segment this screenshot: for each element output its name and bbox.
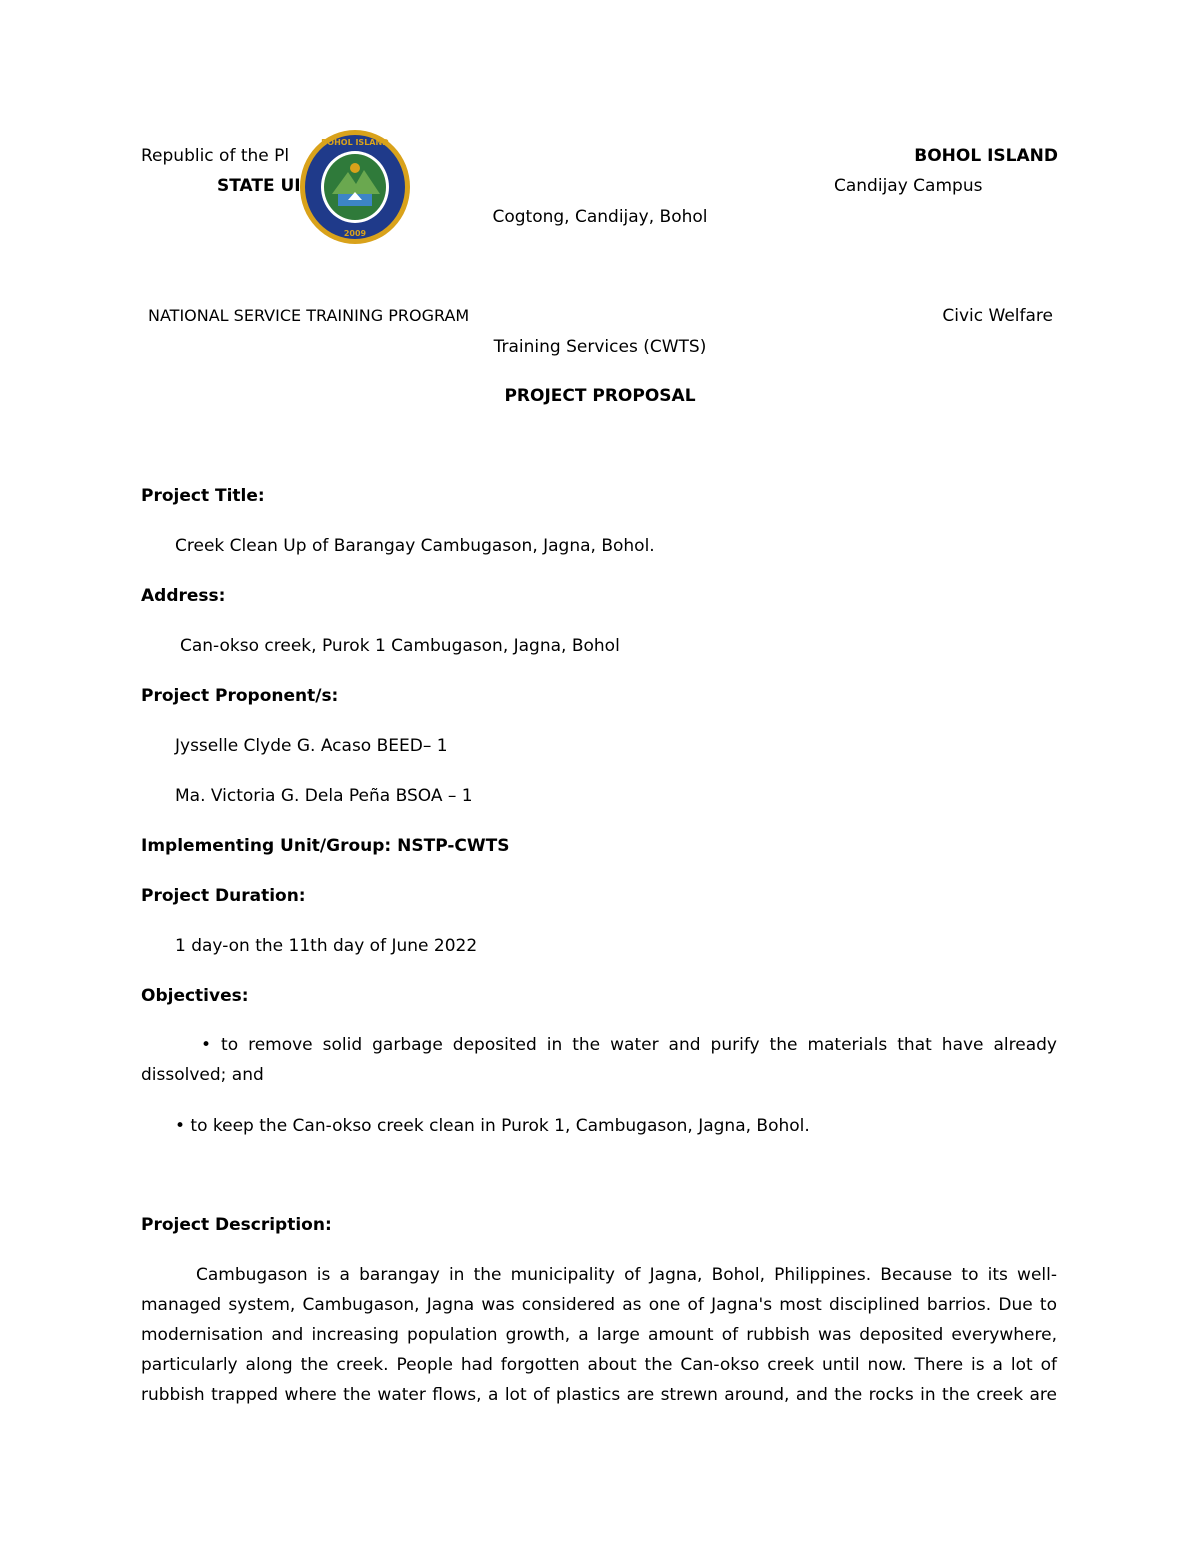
objective-item: • to remove solid garbage deposited in the water and purify the materials that have already dissolved; and (141, 1035, 1057, 1085)
address-label: Address: (141, 586, 226, 606)
program-component: Civic Welfare (942, 306, 1053, 326)
objectives-label: Objectives: (141, 986, 249, 1006)
description-text: Cambugason is a barangay in the municipality of Jagna, Bohol, Philippines. Because to its well-managed system, Cambugason, Jagna was considered as one of Jagna's most disciplined barrios. Due to modernisation and increasing population growth, a large amount of rubbish was deposited everywhere, particularly along the creek. People had forgotten about the Can-okso creek until now. There is a lot of rubbish trapped where the water flows, a lot of plastics are strewn around, and the rocks in the creek are (141, 1265, 1057, 1405)
republic-text: Republic of the Pl (141, 146, 290, 166)
objective-item: • to keep the Can-okso creek clean in Purok 1, Cambugason, Jagna, Bohol. (175, 1116, 810, 1136)
university-seal-icon (298, 128, 412, 246)
implementing-unit: Implementing Unit/Group: NSTP-CWTS (141, 836, 510, 856)
university-name-left: STATE UI (217, 176, 301, 196)
program-component-cont: Training Services (CWTS) (493, 337, 707, 357)
document-title: PROJECT PROPOSAL (504, 386, 696, 406)
duration-label: Project Duration: (141, 886, 306, 906)
proponent-item: Jysselle Clyde G. Acaso BEED– 1 (175, 736, 448, 756)
location-text: Cogtong, Candijay, Bohol (492, 207, 708, 227)
campus-text: Candijay Campus (834, 176, 983, 196)
svg-text:2009: 2009 (343, 229, 367, 238)
project-title-value: Creek Clean Up of Barangay Cambugason, Jagna, Bohol. (175, 536, 655, 556)
svg-text:BOHOL ISLAND: BOHOL ISLAND (321, 138, 389, 147)
address-value: Can-okso creek, Purok 1 Cambugason, Jagna, Bohol (180, 636, 620, 656)
university-name-right: BOHOL ISLAND (914, 146, 1058, 166)
proponents-label: Project Proponent/s: (141, 686, 339, 706)
duration-value: 1 day-on the 11th day of June 2022 (175, 936, 478, 956)
proponent-item: Ma. Victoria G. Dela Peña BSOA – 1 (175, 786, 473, 806)
program-name: NATIONAL SERVICE TRAINING PROGRAM (148, 306, 470, 325)
project-title-label: Project Title: (141, 486, 265, 506)
description-label: Project Description: (141, 1215, 332, 1235)
